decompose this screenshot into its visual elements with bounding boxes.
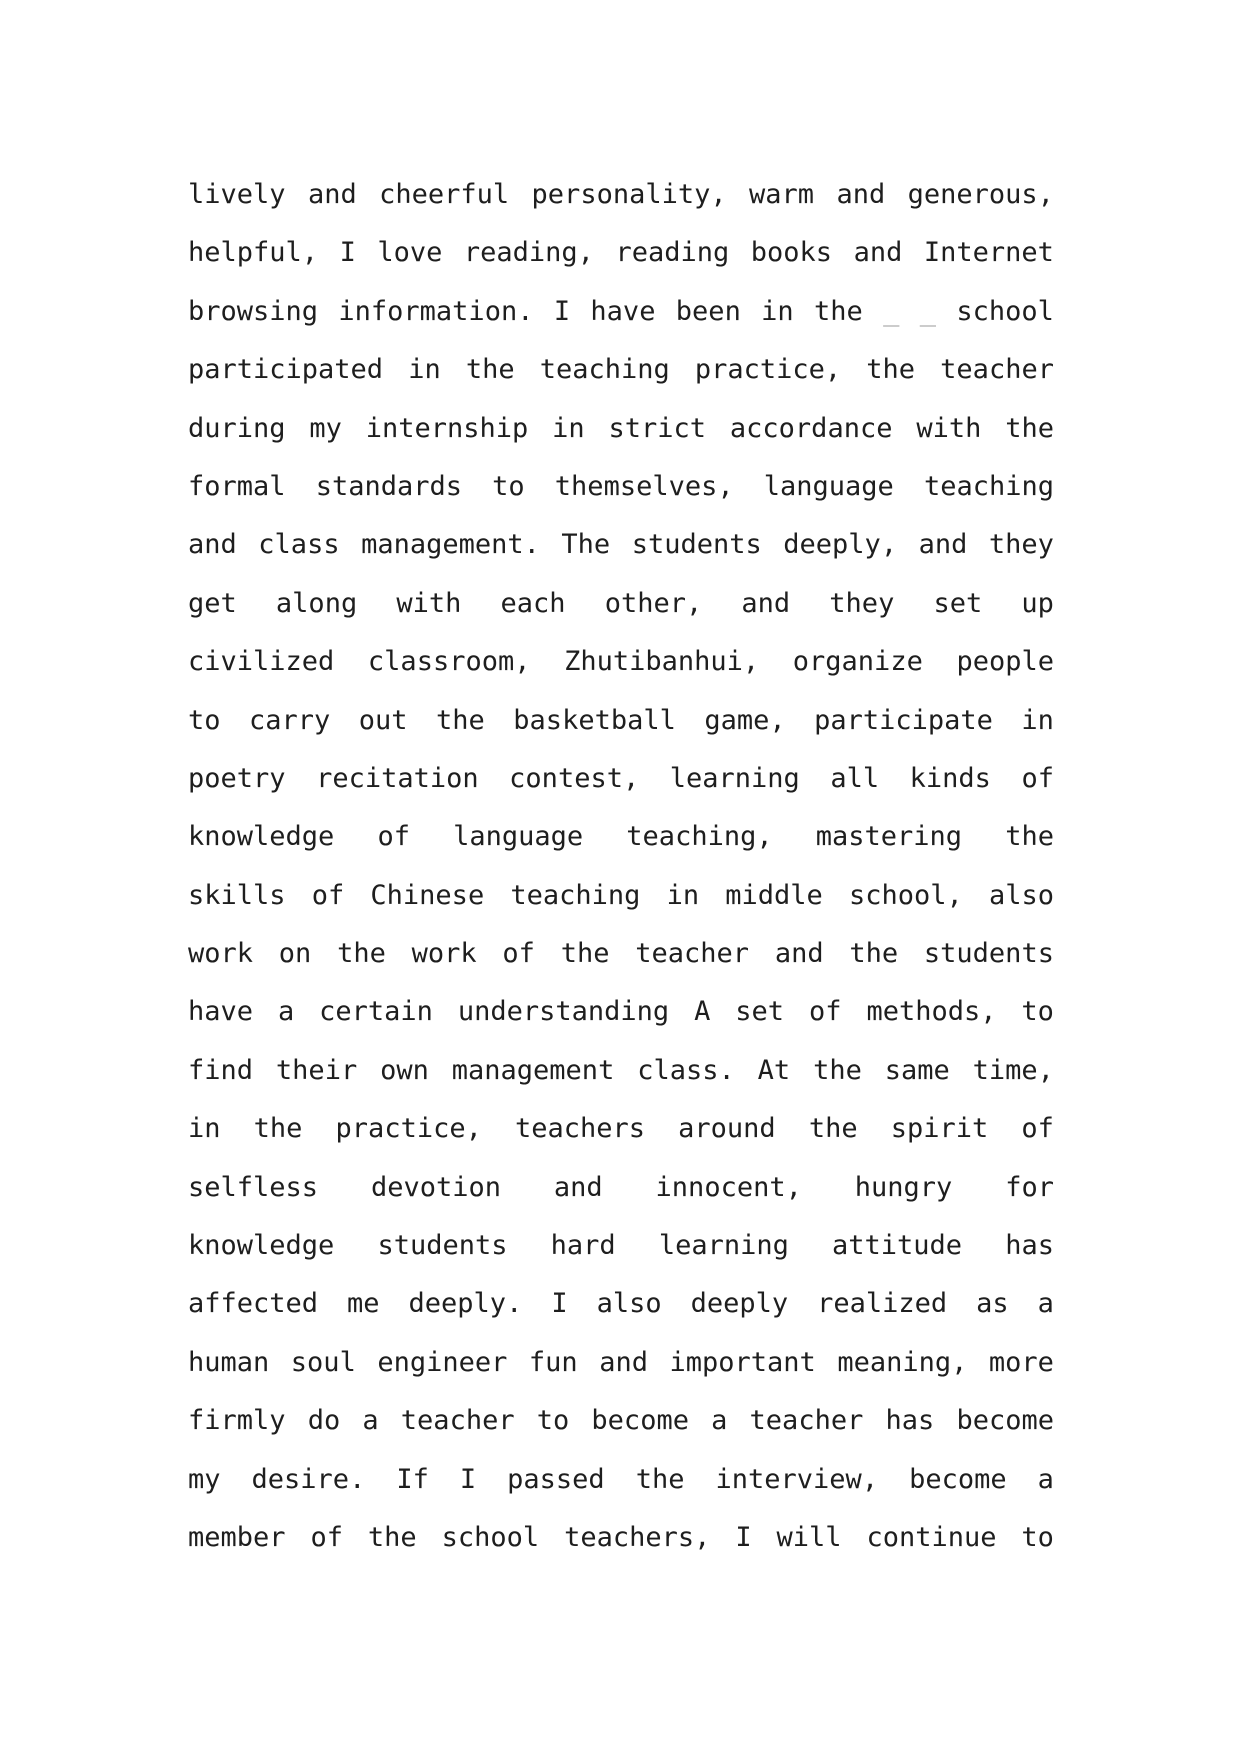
word: me bbox=[347, 1288, 380, 1320]
word: have bbox=[188, 996, 254, 1028]
word: classroom, bbox=[367, 646, 531, 678]
word: students bbox=[631, 529, 762, 561]
word: love bbox=[377, 237, 443, 269]
word: understanding bbox=[457, 996, 670, 1028]
text-line bbox=[188, 1100, 1054, 1158]
word: formal bbox=[188, 470, 286, 502]
text-line bbox=[188, 1509, 1054, 1567]
word: also bbox=[988, 879, 1054, 911]
word: school, bbox=[849, 879, 963, 911]
word: warm bbox=[749, 179, 815, 210]
word: of bbox=[502, 938, 535, 970]
word: learning bbox=[669, 762, 800, 794]
word: teaching bbox=[510, 879, 641, 911]
word: kinds bbox=[909, 762, 991, 794]
word: If bbox=[396, 1463, 429, 1495]
word: selfless bbox=[188, 1171, 319, 1203]
word: reading bbox=[615, 237, 730, 269]
word: generous, bbox=[907, 179, 1054, 210]
word: and bbox=[599, 1346, 648, 1378]
text-line bbox=[188, 808, 1054, 866]
word: in bbox=[761, 295, 794, 327]
text-line bbox=[188, 692, 1054, 750]
word: of bbox=[1021, 1113, 1054, 1145]
word: standards bbox=[315, 470, 462, 502]
word: practice, bbox=[694, 354, 842, 386]
word: the bbox=[253, 1113, 303, 1145]
word: meaning, bbox=[837, 1346, 968, 1378]
word: up bbox=[1021, 587, 1054, 619]
word: The bbox=[561, 529, 611, 561]
text-line bbox=[188, 1159, 1054, 1217]
word: do bbox=[307, 1405, 341, 1437]
word: teacher bbox=[940, 354, 1054, 386]
word: management. bbox=[361, 529, 540, 561]
word: Zhutibanhui, bbox=[564, 646, 760, 678]
word: and bbox=[774, 938, 824, 970]
word: the bbox=[337, 938, 386, 970]
word: teaching, bbox=[626, 821, 773, 853]
word: I bbox=[553, 295, 571, 327]
word: in bbox=[552, 412, 585, 444]
word: _ bbox=[883, 295, 900, 327]
word: own bbox=[380, 1054, 429, 1086]
word: have bbox=[590, 295, 656, 327]
word: and bbox=[553, 1171, 603, 1203]
word: set bbox=[735, 996, 785, 1028]
word: people bbox=[956, 646, 1054, 678]
text-line bbox=[188, 224, 1054, 282]
word: accordance bbox=[729, 412, 893, 444]
word: been bbox=[675, 295, 741, 327]
word: learning bbox=[658, 1230, 789, 1262]
text-line bbox=[188, 400, 1054, 458]
word: out bbox=[358, 704, 408, 736]
word: a bbox=[277, 996, 295, 1028]
word: lively bbox=[188, 179, 286, 210]
word: school bbox=[441, 1521, 540, 1553]
text-line bbox=[188, 633, 1054, 691]
word: around bbox=[678, 1113, 776, 1145]
word: language bbox=[763, 470, 894, 502]
word: A bbox=[694, 996, 711, 1028]
word: realized bbox=[817, 1288, 948, 1320]
word: other, bbox=[604, 587, 703, 619]
word: their bbox=[275, 1054, 358, 1086]
word: I bbox=[339, 237, 356, 269]
word: with bbox=[916, 412, 982, 444]
word: helpful, bbox=[188, 237, 319, 269]
word: more bbox=[988, 1346, 1054, 1378]
word: the bbox=[635, 1463, 685, 1495]
body-paragraph bbox=[188, 166, 1054, 1567]
word: class bbox=[258, 529, 340, 561]
word: member bbox=[188, 1521, 286, 1553]
word: time, bbox=[972, 1054, 1054, 1086]
text-line bbox=[188, 1275, 1054, 1333]
text-line bbox=[188, 575, 1054, 633]
word: innocent, bbox=[655, 1171, 802, 1203]
word: to bbox=[188, 704, 221, 736]
word: continue bbox=[866, 1521, 997, 1553]
word: carry bbox=[249, 704, 331, 736]
word: teaching bbox=[923, 470, 1054, 502]
word: hard bbox=[550, 1230, 616, 1262]
word: and bbox=[853, 237, 903, 269]
word: students bbox=[923, 938, 1054, 970]
word: hungry bbox=[854, 1171, 953, 1203]
word: devotion bbox=[370, 1171, 501, 1203]
text-line bbox=[188, 983, 1054, 1041]
word: reading, bbox=[463, 237, 594, 269]
word: teacher bbox=[635, 938, 750, 970]
word: management bbox=[451, 1054, 615, 1086]
word: get bbox=[188, 587, 237, 619]
word: has bbox=[885, 1405, 935, 1437]
word: skills bbox=[188, 879, 286, 911]
word: will bbox=[776, 1521, 842, 1553]
word: interview, bbox=[715, 1463, 879, 1495]
word: in bbox=[1021, 704, 1054, 736]
word: the bbox=[367, 1521, 417, 1553]
word: they bbox=[829, 587, 895, 619]
word: themselves, bbox=[554, 470, 734, 502]
word: the bbox=[866, 354, 916, 386]
text-line bbox=[188, 925, 1054, 983]
word: books bbox=[750, 237, 833, 269]
word: in bbox=[666, 879, 700, 911]
word: certain bbox=[319, 996, 433, 1028]
word: work bbox=[188, 938, 254, 970]
word: human bbox=[188, 1346, 270, 1378]
word: become bbox=[909, 1463, 1007, 1495]
word: the bbox=[813, 1054, 862, 1086]
word: a bbox=[362, 1405, 379, 1437]
word: during bbox=[188, 412, 286, 444]
word: game, bbox=[704, 704, 786, 736]
word: desire. bbox=[251, 1463, 366, 1495]
word: recitation bbox=[316, 762, 479, 794]
text-line bbox=[188, 166, 1054, 224]
word: of bbox=[311, 879, 345, 911]
word: I bbox=[735, 1521, 752, 1553]
word: attitude bbox=[832, 1230, 963, 1262]
word: same bbox=[884, 1054, 950, 1086]
word: firmly bbox=[188, 1405, 286, 1437]
text-line bbox=[188, 1451, 1054, 1509]
word: in bbox=[408, 354, 441, 386]
word: a bbox=[711, 1405, 728, 1437]
word: passed bbox=[507, 1463, 605, 1495]
word: internship bbox=[365, 412, 529, 444]
text-line bbox=[188, 867, 1054, 925]
word: all bbox=[830, 762, 880, 794]
word: browsing bbox=[188, 295, 319, 327]
word: to bbox=[1021, 1521, 1054, 1553]
word: knowledge bbox=[188, 821, 335, 853]
word: students bbox=[377, 1230, 508, 1262]
word: a bbox=[1037, 1288, 1054, 1320]
word: cheerful bbox=[379, 179, 510, 210]
text-line bbox=[188, 516, 1054, 574]
word: the bbox=[560, 938, 610, 970]
word: teacher bbox=[749, 1405, 864, 1437]
word: in bbox=[188, 1113, 221, 1145]
word: class. bbox=[637, 1054, 735, 1086]
word: to bbox=[1021, 996, 1054, 1028]
word: along bbox=[275, 587, 358, 619]
word: the bbox=[1005, 412, 1054, 444]
text-line bbox=[188, 1334, 1054, 1392]
text-line bbox=[188, 1392, 1054, 1450]
word: deeply, bbox=[783, 529, 898, 561]
word: fun bbox=[528, 1346, 578, 1378]
text-line bbox=[188, 341, 1054, 399]
word: the bbox=[808, 1113, 858, 1145]
word: the bbox=[1005, 821, 1054, 853]
word: for bbox=[1005, 1171, 1054, 1203]
text-line bbox=[188, 1042, 1054, 1100]
word: I bbox=[551, 1288, 568, 1320]
word: the bbox=[849, 938, 899, 970]
word: also bbox=[596, 1288, 662, 1320]
word: and bbox=[918, 529, 968, 561]
word: they bbox=[988, 529, 1054, 561]
word: Chinese bbox=[370, 879, 485, 911]
word: of bbox=[1021, 762, 1054, 794]
word: teachers bbox=[514, 1113, 646, 1145]
word: become bbox=[591, 1405, 689, 1437]
word: of bbox=[310, 1521, 343, 1553]
word: At bbox=[757, 1054, 791, 1086]
word: and bbox=[188, 529, 237, 561]
word: Internet bbox=[923, 237, 1054, 269]
word: I bbox=[459, 1463, 477, 1495]
word: the bbox=[436, 704, 485, 736]
word: each bbox=[500, 587, 566, 619]
word: strict bbox=[608, 412, 707, 444]
word: the bbox=[465, 354, 515, 386]
word: mastering bbox=[815, 821, 963, 853]
word: middle bbox=[725, 879, 823, 911]
word: my bbox=[188, 1463, 221, 1495]
word: affected bbox=[188, 1288, 319, 1320]
word: to bbox=[492, 470, 525, 502]
word: a bbox=[1037, 1463, 1054, 1495]
word: of bbox=[809, 996, 842, 1028]
word: school bbox=[956, 295, 1054, 327]
word: participate bbox=[814, 704, 993, 736]
text-line bbox=[188, 283, 1054, 341]
word: and bbox=[307, 179, 357, 210]
word: contest, bbox=[509, 762, 640, 794]
word: of bbox=[377, 821, 410, 853]
word: spirit bbox=[890, 1113, 989, 1145]
word: and bbox=[836, 179, 886, 210]
text-line bbox=[188, 1217, 1054, 1275]
word: participated bbox=[188, 354, 384, 386]
word: important bbox=[669, 1346, 816, 1378]
word: set bbox=[933, 587, 983, 619]
word: practice, bbox=[335, 1113, 482, 1145]
word: soul bbox=[290, 1346, 356, 1378]
word: teaching bbox=[539, 354, 670, 386]
word: deeply. bbox=[408, 1288, 523, 1320]
word: work bbox=[411, 938, 477, 970]
word: _ bbox=[919, 295, 937, 327]
text-line bbox=[188, 750, 1054, 808]
word: basketball bbox=[513, 704, 676, 736]
word: with bbox=[396, 587, 462, 619]
word: on bbox=[278, 938, 312, 970]
word: teachers, bbox=[564, 1521, 711, 1553]
word: engineer bbox=[377, 1346, 508, 1378]
word: civilized bbox=[188, 646, 335, 678]
word: knowledge bbox=[188, 1230, 335, 1262]
word: personality, bbox=[531, 179, 727, 210]
word: and bbox=[741, 587, 791, 619]
word: information. bbox=[338, 295, 534, 327]
word: poetry bbox=[188, 762, 286, 794]
word: language bbox=[453, 821, 584, 853]
word: methods, bbox=[866, 996, 997, 1028]
word: become bbox=[956, 1405, 1054, 1437]
text-line bbox=[188, 458, 1054, 516]
word: as bbox=[976, 1288, 1009, 1320]
word: teacher bbox=[400, 1405, 515, 1437]
word: my bbox=[309, 412, 342, 444]
word: find bbox=[188, 1054, 254, 1086]
word: has bbox=[1005, 1230, 1054, 1262]
word: organize bbox=[792, 646, 923, 678]
word: deeply bbox=[690, 1288, 789, 1320]
word: the bbox=[814, 295, 863, 327]
word: to bbox=[536, 1405, 570, 1437]
